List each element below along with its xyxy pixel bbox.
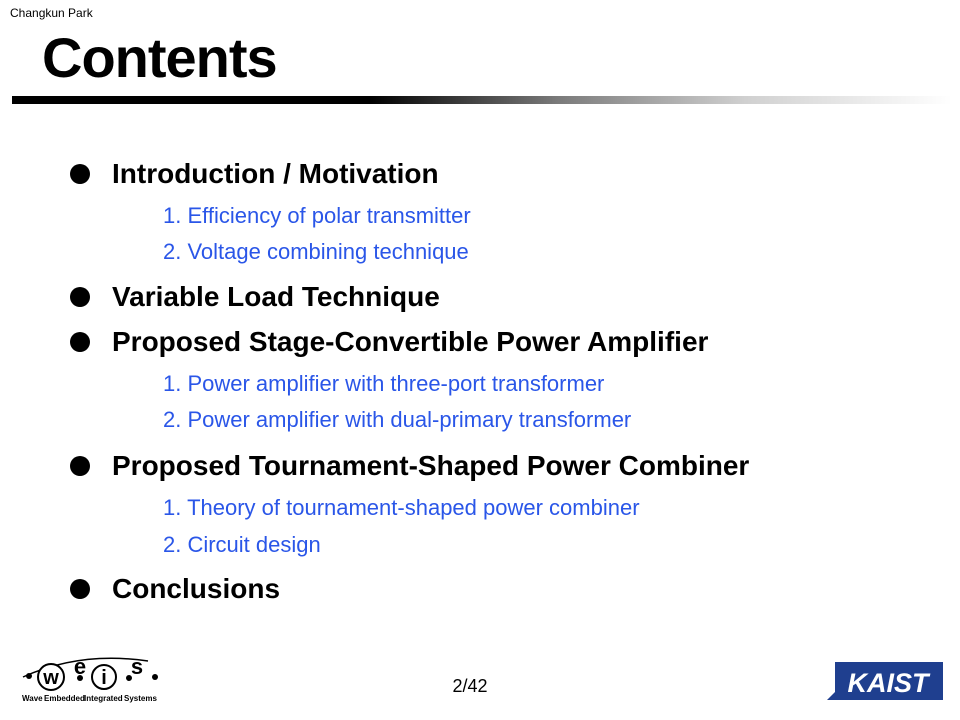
bullet-label: Proposed Tournament-Shaped Power Combiner: [112, 450, 750, 481]
sub-item: 2. Voltage combining technique: [163, 239, 469, 264]
page-number: 2/42: [452, 676, 488, 696]
weis-tagline-systems: Systems: [124, 694, 157, 703]
weis-letter-w: w: [43, 667, 59, 689]
bullet-dot: [70, 164, 90, 184]
kaist-logo: [825, 660, 945, 706]
bullet-dot: [70, 287, 90, 307]
kaist-logo-text: KAIST: [847, 668, 929, 698]
weis-letter-i: i: [101, 667, 107, 689]
bullet-dot: [70, 456, 90, 476]
bullet-dot: [70, 579, 90, 599]
weis-letter-s: s: [130, 655, 144, 679]
weis-letter-e: e: [73, 655, 87, 679]
bullet-item: [70, 449, 749, 483]
author-name: Changkun Park: [10, 6, 93, 20]
sub-item: 1. Power amplifier with three-port transformer: [163, 371, 605, 396]
bullet-label: Introduction / Motivation: [112, 158, 439, 189]
weis-logo: [20, 655, 160, 705]
bullet-item: [70, 157, 439, 191]
weis-tagline-wave: Wave: [22, 694, 43, 703]
sub-item: 1. Efficiency of polar transmitter: [163, 203, 471, 228]
bullet-label: Conclusions: [112, 573, 281, 604]
sub-item: 2. Power amplifier with dual-primary transformer: [163, 407, 632, 432]
bullet-label: Variable Load Technique: [112, 281, 440, 312]
weis-tagline-embedded: Embedded: [44, 694, 85, 703]
sub-item: 1. Theory of tournament-shaped power combiner: [163, 495, 640, 520]
weis-tagline-integrated: Integrated: [84, 694, 123, 703]
bullet-item: [70, 572, 280, 606]
slide-title: Contents: [42, 26, 277, 89]
bullet-item: [70, 325, 708, 359]
bullet-dot: [70, 332, 90, 352]
title-underline: [12, 96, 952, 104]
sub-item: 2. Circuit design: [163, 532, 321, 557]
bullet-item: [70, 280, 440, 314]
bullet-label: Proposed Stage-Convertible Power Amplifier: [112, 326, 709, 357]
